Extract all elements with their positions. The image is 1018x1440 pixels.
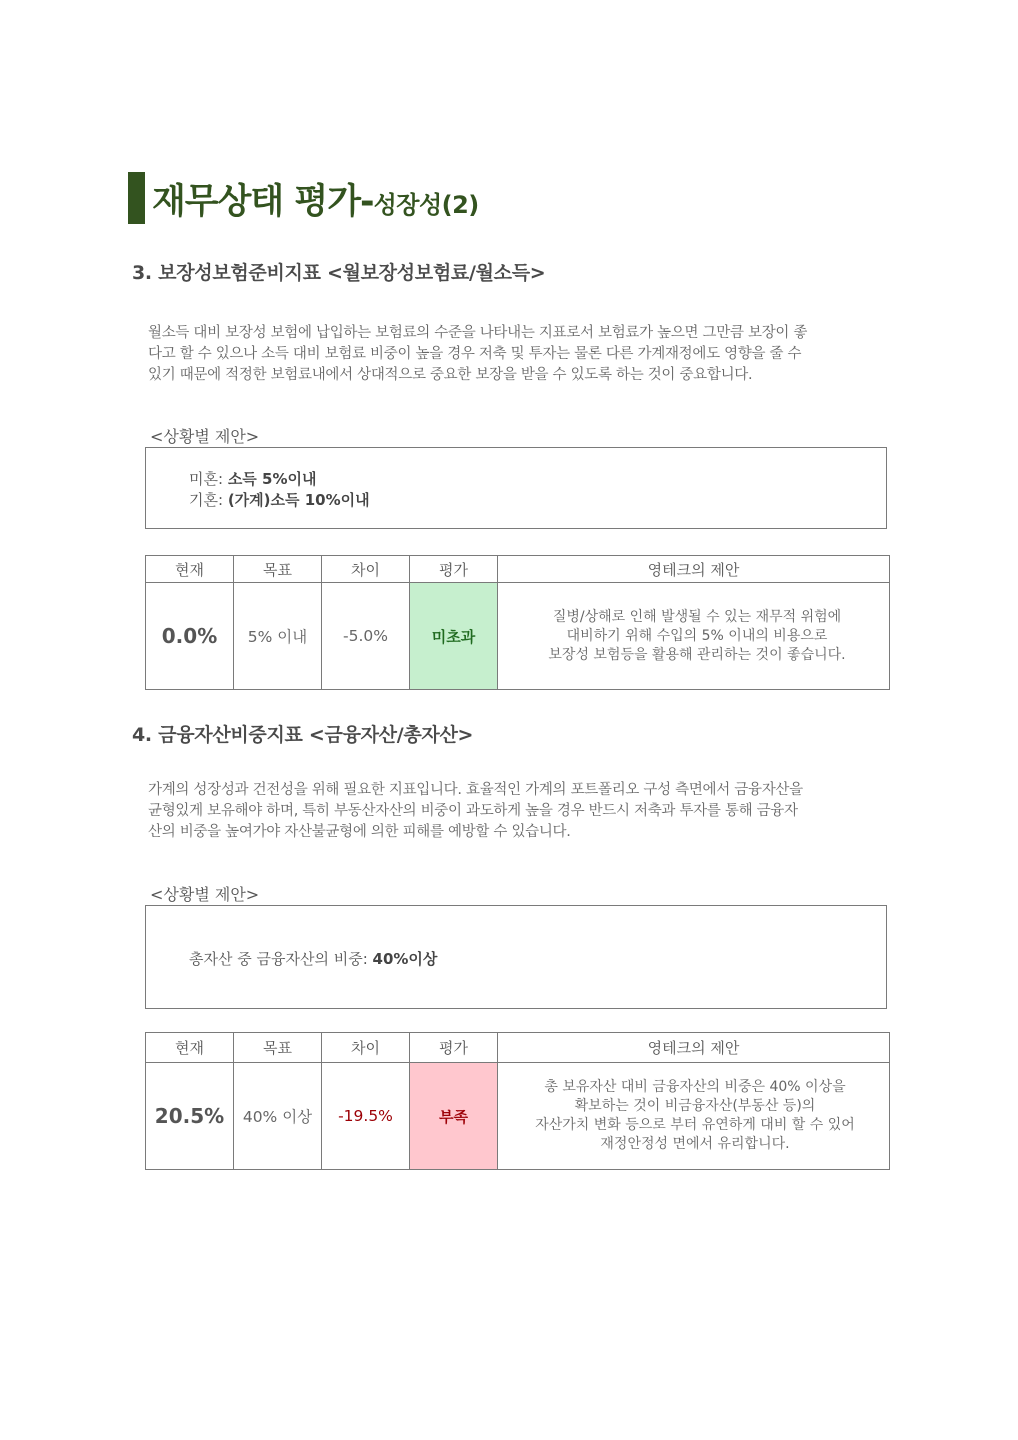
target-value: 5% 이내 bbox=[234, 583, 322, 690]
section3-description-line: 월소득 대비 보장성 보험에 납입하는 보험료의 수준을 나타내는 지표로서 보험료가 높으면 그만큼 보장이 좋 bbox=[148, 325, 808, 341]
section4-description bbox=[148, 780, 893, 843]
header-grade: 평가 bbox=[410, 556, 498, 583]
proposal-financial-ratio bbox=[189, 948, 437, 969]
table-row bbox=[146, 583, 890, 690]
current-value: 0.0% bbox=[146, 583, 234, 690]
header-target: 목표 bbox=[234, 556, 322, 583]
section3-description-line: 다고 할 수 있으나 소득 대비 보험료 비중이 높을 경우 저축 및 투자는 물론 다른 가계재정에도 영향을 줄 수 bbox=[148, 346, 802, 362]
section3-description bbox=[148, 323, 893, 386]
section4-description-line: 가계의 성장성과 건전성을 위해 필요한 지표입니다. 효율적인 가계의 포트폴리오 구성 측면에서 금융자산을 bbox=[148, 782, 803, 798]
difference-value: -5.0% bbox=[322, 583, 410, 690]
header-difference: 차이 bbox=[322, 1033, 410, 1063]
section3-description-line: 있기 때문에 적정한 보험료내에서 상대적으로 중요한 보장을 받을 수 있도록 하는 것이 중요합니다. bbox=[148, 367, 753, 383]
header-difference: 차이 bbox=[322, 556, 410, 583]
table-header-row bbox=[146, 1033, 890, 1063]
advice-line: 재정안정성 면에서 유리합니다. bbox=[600, 1136, 790, 1152]
section3-situation-label: <상황별 제안> bbox=[150, 427, 260, 446]
advice-line: 총 보유자산 대비 금융자산의 비중은 40% 이상을 bbox=[544, 1079, 846, 1095]
advice-text bbox=[498, 1063, 890, 1170]
header-current: 현재 bbox=[146, 556, 234, 583]
section4-heading: 4. 금융자산비중지표 <금융자산/총자산> bbox=[132, 724, 474, 746]
section4-proposal-box bbox=[145, 905, 887, 1009]
target-value: 40% 이상 bbox=[234, 1063, 322, 1170]
proposal-value: 소득 5%이내 bbox=[227, 470, 317, 488]
section3-proposal-box bbox=[145, 447, 887, 529]
page-title bbox=[152, 174, 479, 224]
header-advice: 영테크의 제안 bbox=[498, 556, 890, 583]
proposal-value: (가계)소득 10%이내 bbox=[227, 491, 370, 509]
difference-value: -19.5% bbox=[322, 1063, 410, 1170]
grade-badge: 미초과 bbox=[410, 583, 498, 690]
page-title-main: 재무상태 평가- bbox=[152, 182, 374, 222]
proposal-label: 미혼: bbox=[189, 470, 228, 488]
proposal-married bbox=[189, 489, 370, 510]
proposal-label: 기혼: bbox=[189, 491, 228, 509]
table-row bbox=[146, 1063, 890, 1170]
current-value: 20.5% bbox=[146, 1063, 234, 1170]
proposal-label: 총자산 중 금융자산의 비중: bbox=[189, 950, 373, 968]
section3-heading: 3. 보장성보험준비지표 <월보장성보험료/월소득> bbox=[132, 262, 546, 284]
advice-line: 확보하는 것이 비금융자산(부동산 등)의 bbox=[574, 1098, 816, 1114]
title-accent-bar bbox=[128, 172, 145, 224]
header-target: 목표 bbox=[234, 1033, 322, 1063]
advice-line: 자산가치 변화 등으로 부터 유연하게 대비 할 수 있어 bbox=[535, 1117, 855, 1133]
advice-line: 대비하기 위해 수입의 5% 이내의 비용으로 bbox=[566, 627, 828, 644]
section4-situation-label: <상황별 제안> bbox=[150, 885, 260, 904]
section4-evaluation-table bbox=[145, 1032, 890, 1170]
advice-line: 보장성 보험등을 활용해 관리하는 것이 좋습니다. bbox=[548, 646, 846, 663]
section4-description-line: 균형있게 보유해야 하며, 특히 부동산자산의 비중이 과도하게 높을 경우 반드시 저축과 투자를 통해 금융자 bbox=[148, 803, 798, 819]
page-title-sub: 성장성(2) bbox=[373, 191, 479, 219]
header-advice: 영테크의 제안 bbox=[498, 1033, 890, 1063]
advice-text bbox=[498, 583, 890, 690]
advice-line: 질병/상해로 인해 발생될 수 있는 재무적 위험에 bbox=[552, 608, 842, 625]
section3-evaluation-table bbox=[145, 555, 890, 690]
grade-badge: 부족 bbox=[410, 1063, 498, 1170]
proposal-value: 40%이상 bbox=[372, 950, 438, 968]
header-current: 현재 bbox=[146, 1033, 234, 1063]
table-header-row bbox=[146, 556, 890, 583]
proposal-single bbox=[189, 468, 316, 489]
header-grade: 평가 bbox=[410, 1033, 498, 1063]
section4-description-line: 산의 비중을 높여가야 자산불균형에 의한 피해를 예방할 수 있습니다. bbox=[148, 824, 571, 840]
